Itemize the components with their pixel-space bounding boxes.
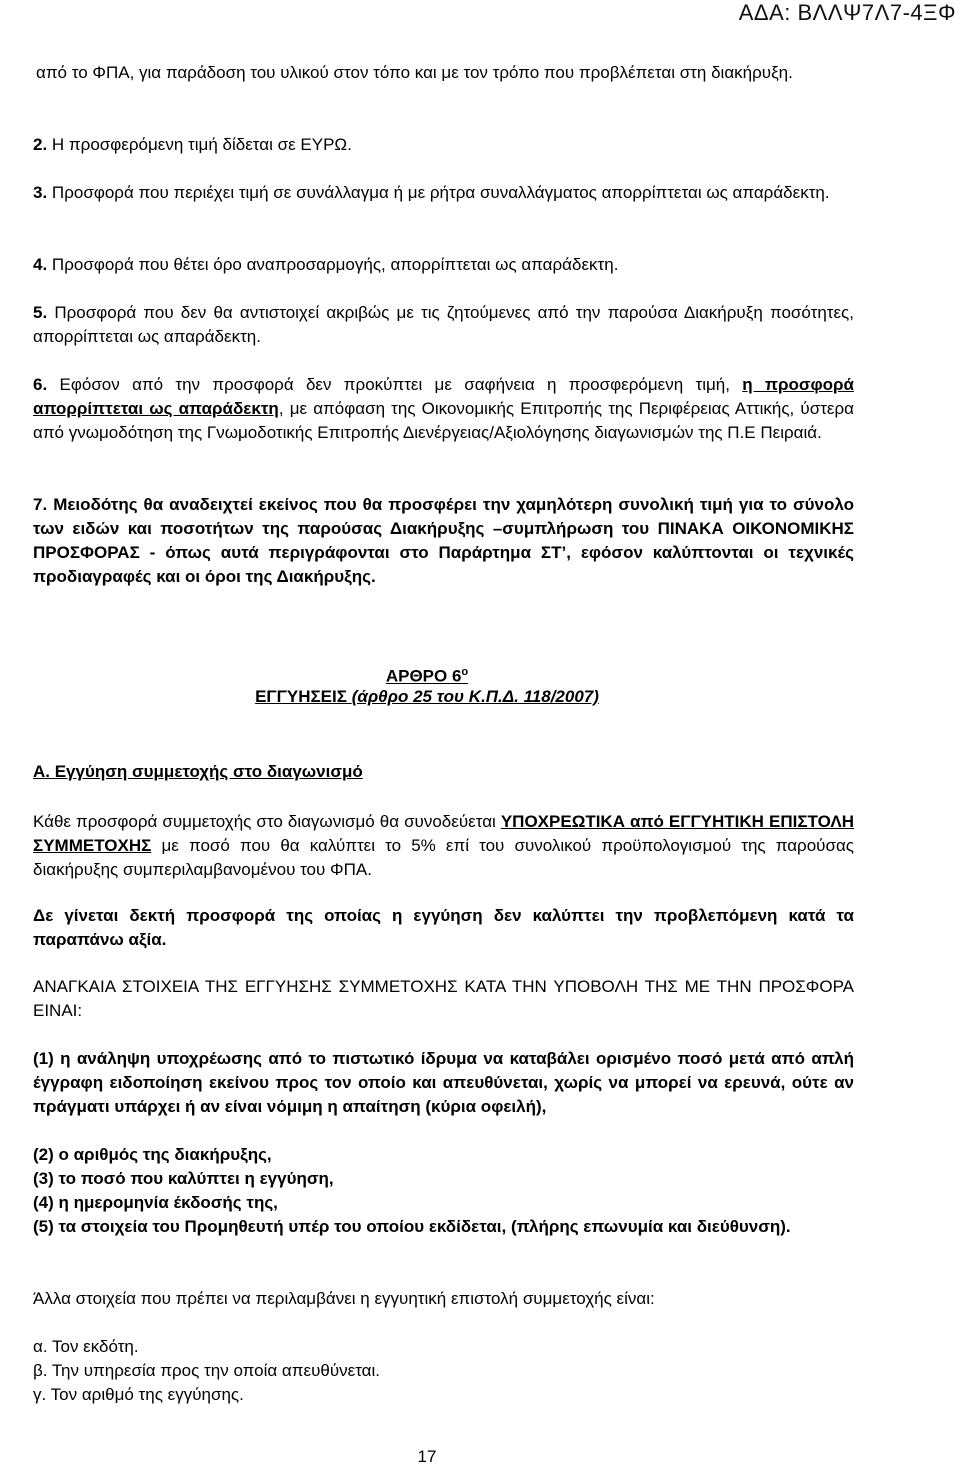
item-6-text-c: , με απόφαση της Οικονομικής Επιτροπής της Περιφέρειας Αττικής, ύστερα από γνωμοδότηση της Γνωμοδοτικής Επιτροπής Διενέργειας/Αξιολόγησης διαγωνισμών της Π.Ε Πειραιά. — [33, 399, 854, 442]
item-2 — [33, 133, 854, 157]
article-subtitle-main: ΕΓΓΥΗΣΕΙΣ — [255, 687, 347, 706]
article-subtitle-reference: (άρθρο 25 του Κ.Π.Δ. 118/2007) — [351, 687, 599, 706]
item-7 — [33, 493, 854, 589]
item-5-number: 5. — [33, 303, 48, 322]
requirement-5: (5) τα στοιχεία του Προμηθευτή υπέρ του οποίου εκδίδεται, (πλήρης επωνυμία και διεύθυνση). — [33, 1217, 791, 1236]
requirement-3: (3) το ποσό που καλύπτει η εγγύηση, — [33, 1169, 334, 1188]
requirement-2: (2) ο αριθμός της διακήρυξης, — [33, 1145, 272, 1164]
item-2-number: 2. — [33, 135, 48, 154]
page-number: 17 — [417, 1447, 437, 1466]
other-elements-intro: Άλλα στοιχεία που πρέπει να περιλαμβάνει η εγγυητική επιστολή συμμετοχής είναι: — [33, 1289, 655, 1308]
item-7-number: 7. — [33, 495, 48, 514]
item-3 — [33, 181, 854, 205]
section-a-paragraph-2: Δε γίνεται δεκτή προσφορά της οποίας η εγγύηση δεν καλύπτει την προβλεπόμενη κατά τα παραπάνω αξία. — [33, 906, 854, 949]
para1-text-c: με ποσό που θα καλύπτει το 5% επί του συνολικού προϋπολογισμού της παρούσας διακήρυξης συμπεριλαμβανομένου του ΦΠΑ. — [33, 836, 854, 879]
section-a-heading: Α. Εγγύηση συμμετοχής στο διαγωνισμό — [33, 762, 363, 781]
other-element-b: β. Την υπηρεσία προς την οποία απευθύνεται. — [33, 1361, 380, 1380]
other-element-c: γ. Τον αριθμό της εγγύησης. — [33, 1385, 244, 1404]
item-6-text-a: Εφόσον από την προσφορά δεν προκύπτει με σαφήνεια η προσφερόμενη τιμή, — [59, 375, 730, 394]
item-2-text: Η προσφερόμενη τιμή δίδεται σε ΕΥΡΩ. — [51, 135, 352, 154]
item-5 — [33, 301, 854, 349]
item-6-rejection-text: η προσφορά απορρίπτεται ως απαράδεκτη — [33, 375, 854, 418]
item-7-text: Μειοδότης θα αναδειχτεί εκείνος που θα προσφέρει την χαμηλότερη συνολική τιμή για το σύνολο των ειδών και ποσοτήτων της παρούσας Διακήρυξης –συμπλήρωση του ΠΙΝΑΚΑ ΟΙΚΟΝΟΜΙΚΗΣ ΠΡΟΣΦΟΡΑΣ - όπως αυτά περιγράφονται στο Παράρτημα ΣΤ’, εφόσον καλύπτονται οι τεχνικές προδιαγραφές και οι όροι της Διακήρυξης. — [33, 495, 854, 586]
para1-mandatory-text: ΥΠΟΧΡΕΩΤΙΚΑ από ΕΓΓΥΗΤΙΚΗ ΕΠΙΣΤΟΛΗ ΣΥΜΜΕΤΟΧΗΣ — [33, 812, 854, 855]
requirement-4: (4) η ημερομηνία έκδοσής της, — [33, 1193, 278, 1212]
item-4-text: Προσφορά που θέτει όρο αναπροσαρμογής, απορρίπτεται ως απαράδεκτη. — [51, 255, 619, 274]
item-5-text: Προσφορά που δεν θα αντιστοιχεί ακριβώς με τις ζητούμενες από την παρούσα Διακήρυξη ποσότητες, απορρίπτεται ως απαράδεκτη. — [33, 303, 854, 346]
item-6 — [33, 373, 854, 445]
para1-text-a: Κάθε προσφορά συμμετοχής στο διαγωνισμό θα συνοδεύεται — [33, 812, 496, 831]
item-4 — [33, 253, 854, 277]
section-a-paragraph-1 — [33, 810, 854, 882]
article-title-text: ΑΡΘΡΟ 6 — [385, 666, 462, 686]
item-4-number: 4. — [33, 255, 48, 274]
article-title-sup: ο — [461, 666, 469, 678]
other-element-a: α. Τον εκδότη. — [33, 1337, 139, 1356]
item-6-number: 6. — [33, 375, 48, 394]
requirement-1: (1) η ανάληψη υποχρέωσης από το πιστωτικό ίδρυμα να καταβάλει ορισμένο ποσό μετά από απλή έγγραφη ειδοποίηση εκείνου προς τον οποίο και απευθύνεται, χωρίς να μπορεί να ερευνά, ούτε αν πράγματι υπάρχει ή αν είναι νόμιμη η απαίτηση (κύρια οφειλή), — [33, 1049, 854, 1116]
ada-code: ΑΔΑ: ΒΛΛΨ7Λ7-4ΞΦ — [738, 0, 956, 25]
item-3-number: 3. — [33, 183, 48, 202]
intro-paragraph: από το ΦΠΑ, για παράδοση του υλικού στον τόπο και με τον τρόπο που προβλέπεται στη διακήρυξη. — [36, 63, 793, 82]
article-subtitle — [0, 685, 854, 709]
item-3-text: Προσφορά που περιέχει τιμή σε συνάλλαγμα ή με ρήτρα συναλλάγματος απορρίπτεται ως απαράδεκτη. — [51, 183, 830, 202]
section-a-paragraph-3: ΑΝΑΓΚΑΙΑ ΣΤΟΙΧΕΙΑ ΤΗΣ ΕΓΓΥΗΣΗΣ ΣΥΜΜΕΤΟΧΗΣ ΚΑΤΑ ΤΗΝ ΥΠΟΒΟΛΗ ΤΗΣ ΜΕ ΤΗΝ ΠΡΟΣΦΟΡΑ ΕΙΝΑΙ: — [33, 977, 854, 1020]
